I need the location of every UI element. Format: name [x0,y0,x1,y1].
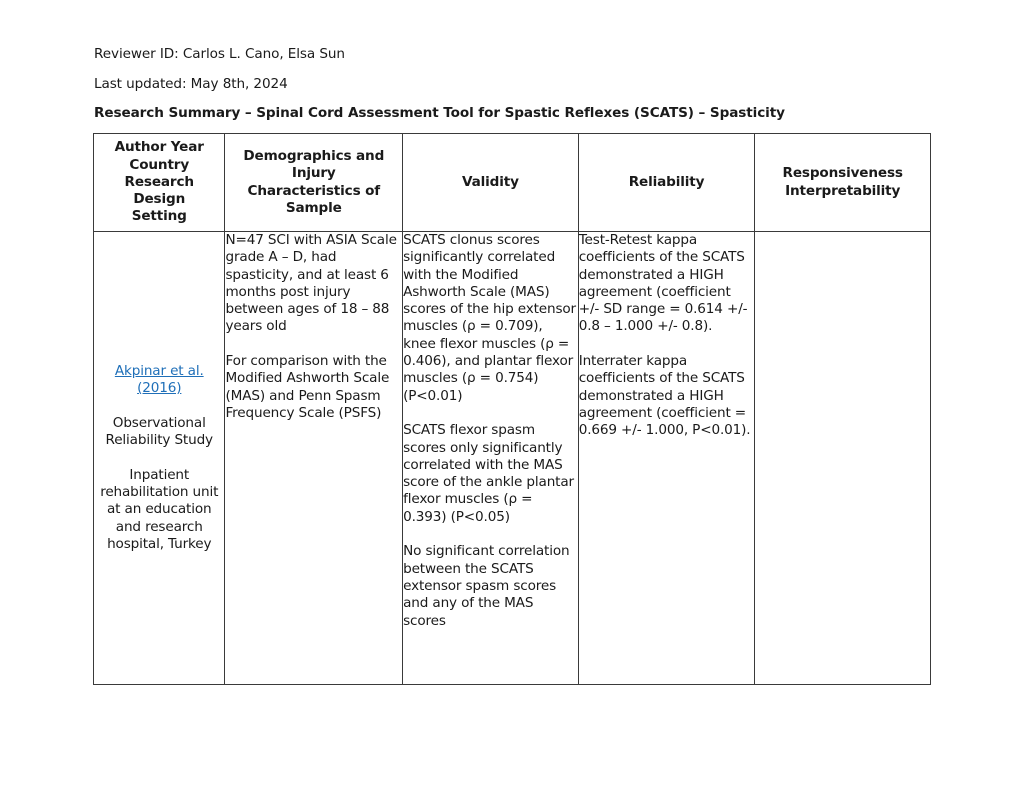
validity-paragraph: No significant correlation between the SCATS extensor spasm scores and any of the MAS scores [403,543,570,629]
validity-cell [403,232,579,685]
demographics-paragraph: For comparison with the Modified Ashworth Scale (MAS) and Penn Spasm Frequency Scale (PSFS) [225,353,390,421]
author-design-cell [94,232,225,685]
demographics-paragraph: N=47 SCI with ASIA Scale grade A – D, had spasticity, and at least 6 months post injury between ages of 18 – 88 years old [225,232,397,335]
table-header-row [94,134,931,232]
header-validity: Validity [403,134,579,232]
demographics-cell [225,232,403,685]
reliability-cell [578,232,755,685]
study-design: Observational Reliability Study [105,414,213,449]
header-reliability: Reliability [578,134,755,232]
reviewer-id: Reviewer ID: Carlos L. Cano, Elsa Sun [94,46,345,62]
reliability-paragraph: Test-Retest kappa coefficients of the SCATS demonstrated a HIGH agreement (coefficient +/- SD range = 0.614 +/- 0.8 – 1.000 +/- 0.8). [578,232,748,335]
validity-paragraph: SCATS flexor spasm scores only significantly correlated with the MAS score of the ankle plantar flexor muscles (ρ = 0.393) (P<0.05) [403,422,574,525]
header-demographics: Demographics and Injury Characteristics of Sample [225,134,403,232]
study-setting: Inpatient rehabilitation unit at an education and research hospital, Turkey [100,466,219,552]
author-reference-link[interactable]: Akpinar et al. (2016) [114,362,204,397]
last-updated: Last updated: May 8th, 2024 [94,76,288,92]
validity-paragraph: SCATS clonus scores significantly correlated with the Modified Ashworth Scale (MAS) scores of the hip extensor muscles (ρ = 0.709), knee flexor muscles (ρ = 0.406), and plantar flexor muscles (ρ = 0.754) (P<0.01) [403,232,576,404]
header-responsiveness: Responsiveness Interpretability [755,134,931,232]
research-summary-table [93,133,931,685]
table-row [94,232,931,685]
reliability-paragraph: Interrater kappa coefficients of the SCATS demonstrated a HIGH agreement (coefficient = 0.669 +/- 1.000, P<0.01). [578,353,751,439]
responsiveness-cell [755,232,931,685]
document-title: Research Summary – Spinal Cord Assessment Tool for Spastic Reflexes (SCATS) – Spasticity [94,105,785,121]
header-author-design: Author Year Country Research Design Setting [94,134,225,232]
